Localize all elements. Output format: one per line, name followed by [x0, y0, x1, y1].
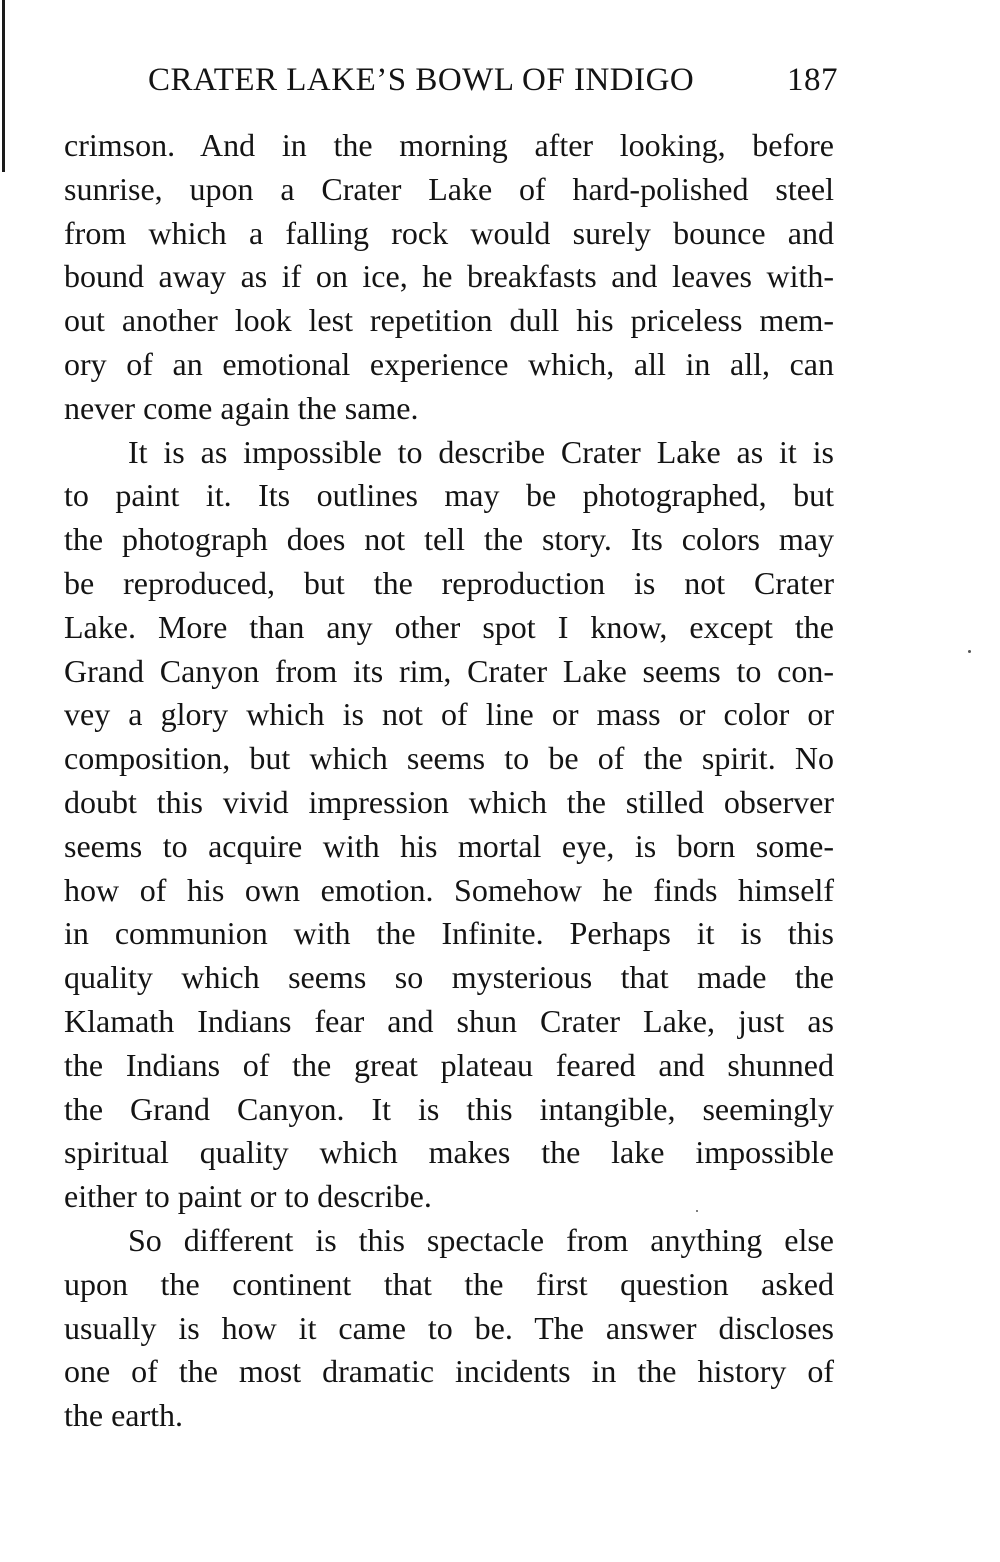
text-line: composition, but which seems to be of the spirit. No — [64, 740, 834, 777]
paragraph-3 — [64, 1219, 834, 1438]
text-line: Lake. More than any other spot I know, except the — [64, 608, 834, 645]
text-line: spiritual quality which makes the lake impossible — [64, 1134, 834, 1171]
text-line: vey a glory which is not of line or mass or color or — [64, 696, 834, 733]
text-line: ory of an emotional experience which, all in all, can — [64, 345, 834, 382]
text-line: the earth. — [64, 1397, 184, 1434]
text-line: sunrise, upon a Crater Lake of hard-polished steel — [64, 170, 834, 207]
scan-speck — [696, 1210, 698, 1212]
running-head — [148, 62, 838, 106]
text-line: be reproduced, but the reproduction is not Crater — [64, 564, 834, 601]
text-line: out another look lest repetition dull his priceless mem- — [64, 302, 834, 339]
text-line: in communion with the Infinite. Perhaps it is this — [64, 915, 834, 952]
text-line: crimson. And in the morning after looking, before — [64, 127, 834, 163]
text-line: Grand Canyon from its rim, Crater Lake seems to con- — [64, 652, 834, 689]
text-line: how of his own emotion. Somehow he finds himself — [64, 871, 834, 908]
text-line: from which a falling rock would surely bounce and — [64, 214, 834, 251]
text-line: So different is this spectacle from anything else — [128, 1221, 834, 1258]
text-line: upon the continent that the first question asked — [64, 1265, 834, 1302]
text-line: the Indians of the great plateau feared and shunned — [64, 1046, 834, 1083]
text-line: the photograph does not tell the story. Its colors may — [64, 521, 834, 558]
body-text — [64, 124, 834, 1438]
text-line: doubt this vivid impression which the stilled observer — [64, 783, 834, 820]
text-line: quality which seems so mysterious that made the — [64, 959, 834, 996]
text-line: seems to acquire with his mortal eye, is born some- — [64, 827, 834, 864]
text-line: the Grand Canyon. It is this intangible, seemingly — [64, 1090, 834, 1127]
page-edge-line — [2, 0, 5, 172]
text-line: either to paint or to describe. — [64, 1178, 432, 1215]
page-number: 187 — [787, 62, 838, 98]
text-line: never come again the same. — [64, 389, 419, 426]
scan-speck — [968, 650, 971, 653]
text-line: to paint it. Its outlines may be photographed, but — [64, 477, 834, 514]
text-line: usually is how it came to be. The answer discloses — [64, 1309, 834, 1346]
running-title: CRATER LAKE’S BOWL OF INDIGO — [148, 62, 695, 98]
paragraph-2 — [64, 431, 834, 1219]
text-line: one of the most dramatic incidents in the history of — [64, 1353, 834, 1390]
text-line: bound away as if on ice, he breakfasts and leaves with- — [64, 258, 834, 295]
text-line: It is as impossible to describe Crater Lake as it is — [128, 433, 834, 470]
paragraph-1 — [64, 124, 834, 431]
text-line: Klamath Indians fear and shun Crater Lake, just as — [64, 1002, 834, 1039]
